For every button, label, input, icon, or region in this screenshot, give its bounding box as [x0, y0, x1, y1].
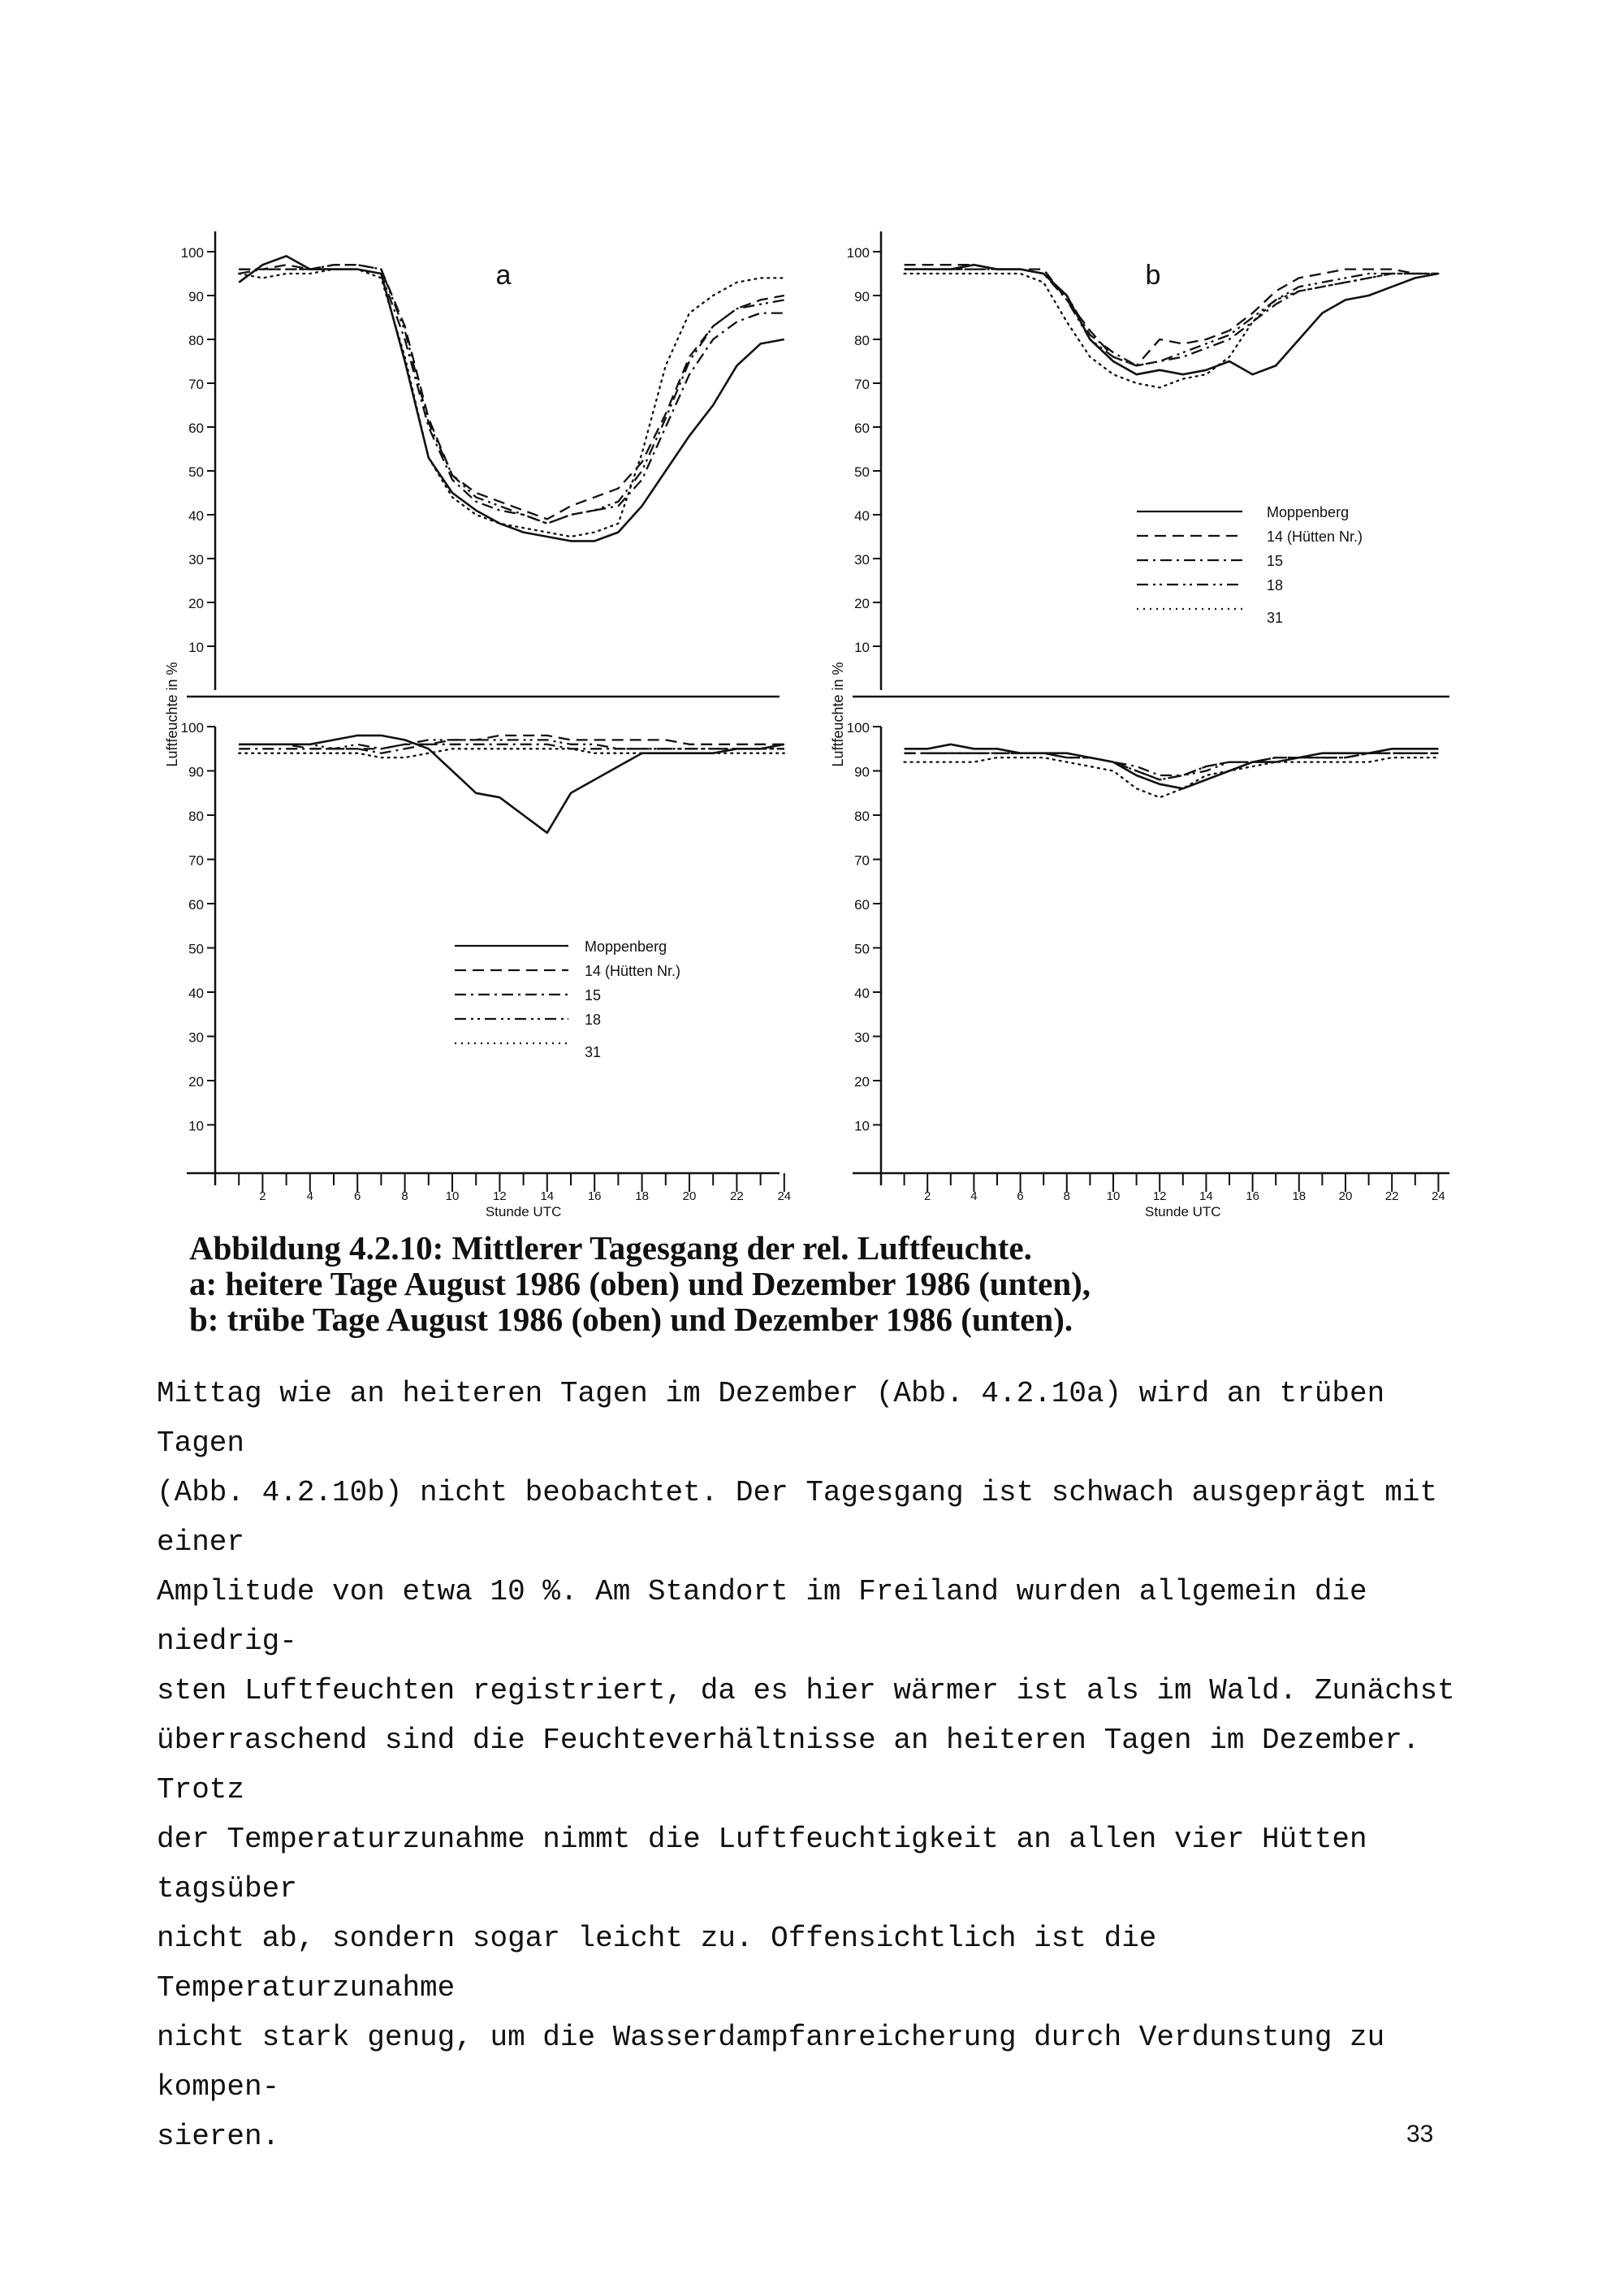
legend-label: 18	[1267, 577, 1284, 593]
y-tick-label: 70	[854, 852, 870, 869]
body-line: nicht ab, sondern sogar leicht zu. Offensichtlich ist die Temperaturzunahme	[157, 1922, 1157, 2005]
y-tick-label: 20	[854, 596, 870, 611]
x-tick-label: 18	[635, 1189, 649, 1203]
y-tick-label: 20	[188, 1074, 204, 1090]
y-axis-label: Luftfeuchte in %	[830, 662, 846, 767]
body-line: der Temperaturzunahme nimmt die Luftfeuchtigkeit an allen vier Hütten tagsüber	[157, 1823, 1367, 1905]
y-tick-label: 20	[854, 1074, 870, 1090]
y-tick-label: 70	[854, 377, 870, 392]
legend-label: Moppenberg	[1267, 504, 1350, 520]
y-tick-label: 60	[188, 421, 204, 436]
body-line: sieren.	[157, 2120, 280, 2153]
figure-caption	[189, 1230, 1505, 1337]
y-tick-label: 80	[188, 333, 204, 348]
legend-label: 15	[1267, 553, 1284, 569]
y-tick-label: 10	[188, 640, 204, 655]
y-tick-label: 70	[188, 852, 204, 869]
y-tick-label: 80	[854, 809, 870, 824]
y-tick-label: 80	[854, 333, 870, 348]
x-tick-label: 20	[682, 1189, 697, 1203]
x-tick-label: 4	[306, 1189, 313, 1203]
y-tick-label: 60	[854, 421, 870, 436]
legend-label: 31	[585, 1044, 602, 1060]
series-line-18	[905, 270, 1439, 366]
x-axis-label: Stunde UTC	[485, 1204, 562, 1219]
series-line-14	[905, 265, 1439, 365]
body-paragraph	[157, 1369, 1464, 2161]
y-tick-label: 90	[188, 764, 204, 780]
y-tick-label: 40	[188, 986, 204, 1001]
body-line: sten Luftfeuchten registriert, da es hier wärmer ist als im Wald. Zunächst	[157, 1674, 1455, 1707]
x-tick-label: 12	[1152, 1189, 1167, 1203]
x-tick-label: 16	[587, 1189, 602, 1203]
series-line-moppenberg	[239, 256, 784, 541]
series-line-15	[239, 270, 784, 524]
series-line-moppenberg	[905, 744, 1439, 789]
x-tick-label: 22	[730, 1189, 744, 1203]
series-line-15	[905, 270, 1439, 366]
y-tick-label: 100	[180, 245, 204, 261]
x-tick-label: 2	[924, 1189, 931, 1203]
body-line: Mittag wie an heiteren Tagen im Dezember (Abb. 4.2.10a) wird an trüben Tagen	[157, 1377, 1385, 1460]
legend-label: Moppenberg	[585, 939, 667, 955]
x-tick-label: 10	[1106, 1189, 1121, 1203]
x-tick-label: 22	[1384, 1189, 1399, 1203]
x-axis-label: Stunde UTC	[1145, 1204, 1221, 1219]
panel-letter: a	[495, 260, 512, 291]
x-tick-label: 8	[1063, 1189, 1070, 1203]
body-line: Amplitude von etwa 10 %. Am Standort im Freiland wurden allgemein die niedrig-	[157, 1575, 1367, 1658]
x-tick-label: 4	[970, 1189, 978, 1203]
series-line-31	[905, 274, 1439, 387]
y-tick-label: 100	[846, 720, 870, 736]
body-line: (Abb. 4.2.10b) nicht beobachtet. Der Tagesgang ist schwach ausgeprägt mit einer	[157, 1476, 1438, 1559]
caption-line-1: Abbildung 4.2.10: Mittlerer Tagesgang der rel. Luftfeuchte.	[189, 1229, 1032, 1267]
x-tick-label: 18	[1292, 1189, 1307, 1203]
y-tick-label: 10	[854, 640, 870, 655]
y-tick-label: 80	[188, 809, 204, 824]
x-tick-label: 10	[445, 1189, 460, 1203]
y-tick-label: 50	[188, 941, 204, 957]
y-tick-label: 30	[188, 552, 204, 568]
caption-line-3: b: trübe Tage August 1986 (oben) und Dezember 1986 (unten).	[189, 1301, 1073, 1338]
legend-label: 18	[585, 1012, 602, 1028]
page-number: 33	[1406, 2121, 1434, 2147]
y-tick-label: 10	[188, 1118, 204, 1134]
y-tick-label: 70	[188, 377, 204, 392]
series-line-moppenberg	[905, 265, 1439, 374]
y-tick-label: 10	[854, 1118, 870, 1134]
series-line-moppenberg	[239, 736, 784, 833]
y-tick-label: 100	[846, 245, 870, 261]
x-tick-label: 6	[1017, 1189, 1024, 1203]
x-tick-label: 20	[1338, 1189, 1353, 1203]
y-tick-label: 100	[180, 720, 204, 736]
y-tick-label: 90	[188, 289, 204, 304]
y-tick-label: 50	[854, 464, 870, 480]
x-tick-label: 2	[259, 1189, 266, 1203]
y-tick-label: 20	[188, 596, 204, 611]
x-tick-label: 24	[777, 1189, 792, 1203]
caption-line-2: a: heitere Tage August 1986 (oben) und Dezember 1986 (unten),	[189, 1265, 1091, 1302]
y-tick-label: 40	[188, 508, 204, 524]
y-tick-label: 60	[188, 897, 204, 913]
y-tick-label: 50	[854, 941, 870, 957]
y-tick-label: 30	[854, 1029, 870, 1046]
y-tick-label: 90	[854, 764, 870, 780]
body-line: überraschend sind die Feuchteverhältnisse an heiteren Tagen im Dezember. Trotz	[157, 1724, 1420, 1806]
x-tick-label: 14	[540, 1189, 555, 1203]
x-tick-label: 8	[401, 1189, 408, 1203]
y-tick-label: 30	[188, 1029, 204, 1046]
legend-label: 15	[585, 987, 602, 1003]
y-tick-label: 30	[854, 552, 870, 568]
x-tick-label: 12	[493, 1189, 507, 1203]
y-axis-label: Luftfeuchte in %	[164, 662, 180, 767]
y-tick-label: 50	[188, 464, 204, 480]
legend-label: 14 (Hütten Nr.)	[1267, 529, 1363, 545]
series-line-15	[905, 753, 1439, 775]
y-tick-label: 60	[854, 897, 870, 913]
x-tick-label: 6	[354, 1189, 361, 1203]
y-tick-label: 90	[854, 289, 870, 304]
x-tick-label: 14	[1199, 1189, 1213, 1203]
legend-label: 31	[1267, 610, 1284, 626]
legend-label: 14 (Hütten Nr.)	[585, 963, 681, 979]
x-tick-label: 24	[1432, 1189, 1445, 1203]
y-tick-label: 40	[854, 508, 870, 524]
x-tick-label: 16	[1246, 1189, 1259, 1203]
y-tick-label: 40	[854, 986, 870, 1001]
body-line: nicht stark genug, um die Wasserdampfanreicherung durch Verdunstung zu kompen-	[157, 2021, 1385, 2104]
panel-letter: b	[1145, 260, 1161, 291]
series-line-31	[239, 270, 784, 537]
